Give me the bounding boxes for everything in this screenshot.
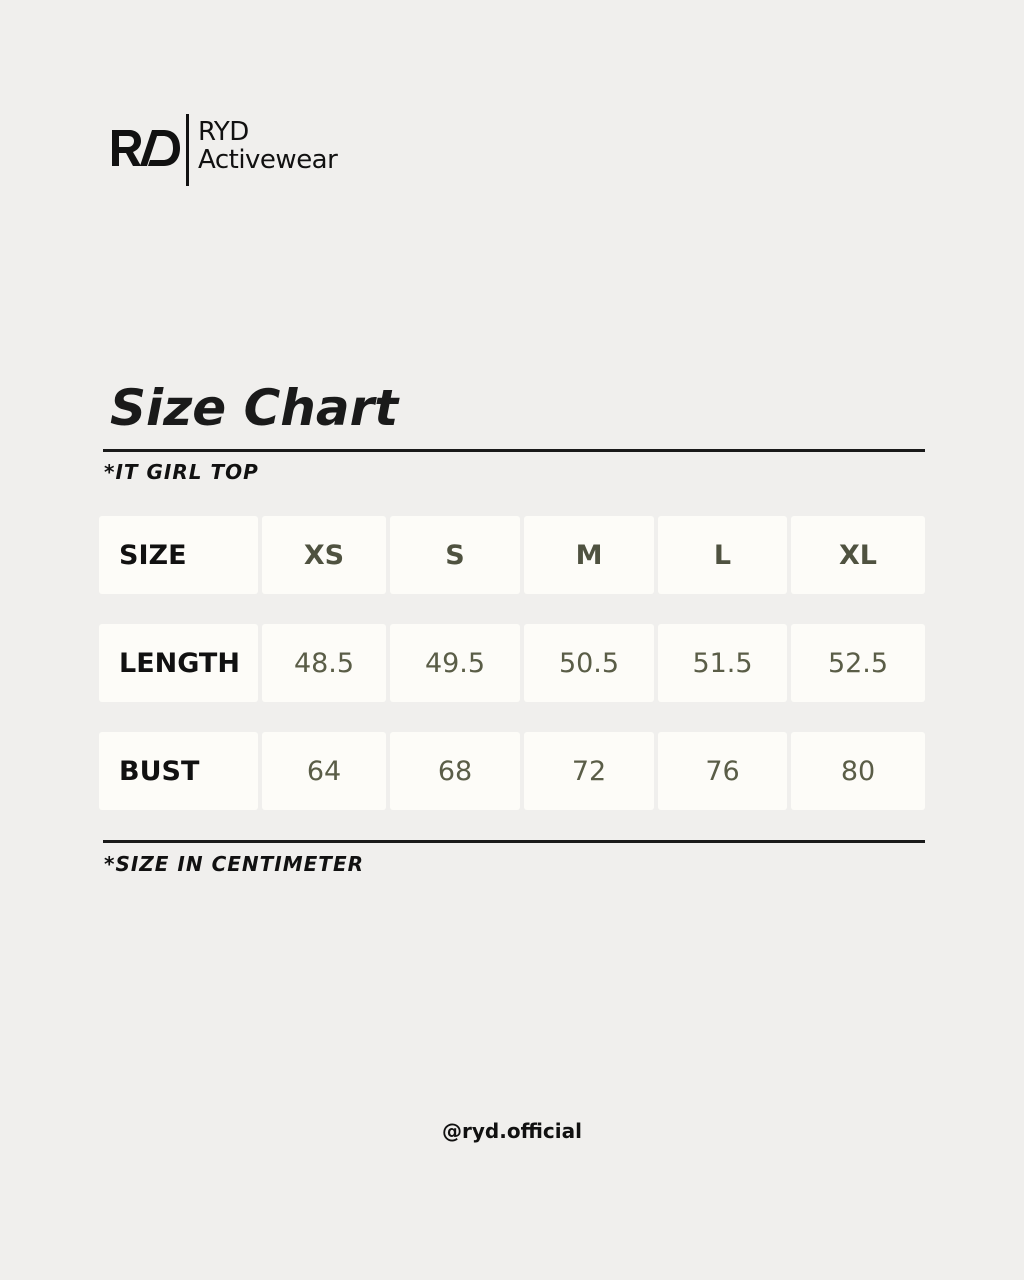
size-cell-s: S — [390, 516, 520, 594]
ryd-monogram-icon — [110, 126, 182, 170]
table-cell: 49.5 — [390, 624, 520, 702]
table-cell: 52.5 — [791, 624, 925, 702]
header-label-cell: SIZE — [99, 516, 258, 594]
size-cell-l: L — [658, 516, 787, 594]
size-cell-xl: XL — [791, 516, 925, 594]
table-cell: 80 — [791, 732, 925, 810]
table-cell: 48.5 — [262, 624, 386, 702]
logo-divider — [186, 114, 189, 186]
product-note: *IT GIRL TOP — [104, 460, 259, 484]
top-divider — [103, 449, 925, 452]
brand-line-2: Activewear — [198, 145, 338, 175]
table-header-row — [99, 516, 925, 594]
table-cell: 76 — [658, 732, 787, 810]
brand-logo — [110, 114, 410, 186]
table-cell: 64 — [262, 732, 386, 810]
page-title: Size Chart — [110, 379, 399, 437]
table-row — [99, 624, 925, 702]
table-cell: 50.5 — [524, 624, 654, 702]
size-cell-m: M — [524, 516, 654, 594]
social-handle: @ryd.official — [442, 1119, 582, 1143]
row-label-length: LENGTH — [99, 624, 258, 702]
table-cell: 51.5 — [658, 624, 787, 702]
table-cell: 68 — [390, 732, 520, 810]
brand-line-1: RYD — [198, 117, 249, 147]
size-cell-xs: XS — [262, 516, 386, 594]
table-cell: 72 — [524, 732, 654, 810]
row-label-bust: BUST — [99, 732, 258, 810]
unit-note: *SIZE IN CENTIMETER — [104, 852, 365, 876]
table-row — [99, 732, 925, 810]
brand-wordmark — [198, 118, 337, 174]
bottom-divider — [103, 840, 925, 843]
